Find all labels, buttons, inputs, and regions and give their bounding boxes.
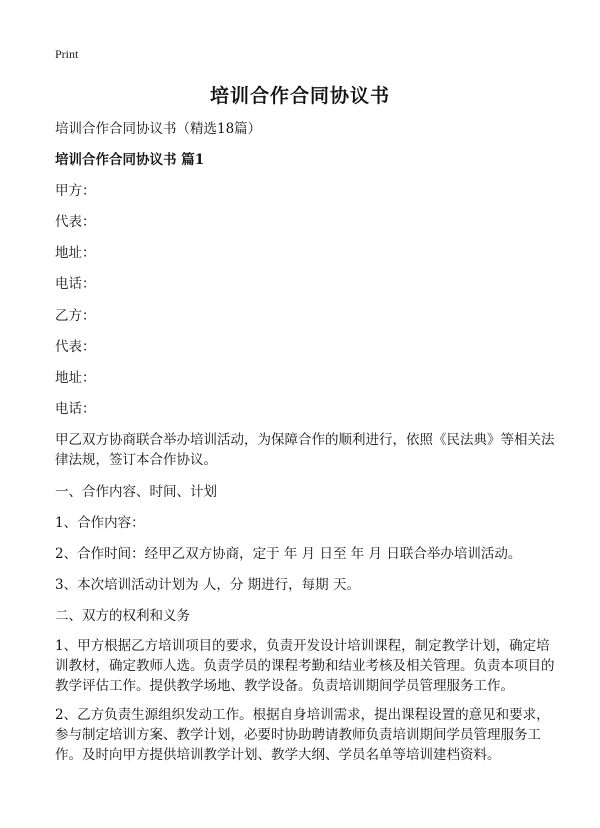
section-heading: 培训合作合同协议书 篇1 <box>55 152 205 168</box>
party-a-rep: 代表： <box>55 214 96 230</box>
party-a-label: 甲方： <box>55 183 96 199</box>
clause-2-heading: 二、双方的权利和义务 <box>55 608 190 624</box>
clause-1-item-1: 1、合作内容： <box>55 515 145 531</box>
party-a-address: 地址： <box>55 245 96 261</box>
document-subtitle: 培训合作合同协议书（精选18篇） <box>55 121 262 137</box>
clause-1-item-3: 3、本次培训活动计划为 人，分 期进行，每期 天。 <box>55 577 360 593</box>
print-label[interactable]: Print <box>55 47 79 61</box>
party-b-label: 乙方： <box>55 308 96 324</box>
party-a-phone: 电话： <box>55 276 96 292</box>
clause-2-item-2: 2、乙方负责生源组织发动工作。根据自身培训需求，提出课程设置的意见和要求，参与制定培训方案、教学计划，必要时协助聘请教师负责培训期间学员管理服务工作。及时向甲方提供培训教学计划、教学大纲、学员名单等培训建档资料。 <box>55 707 550 763</box>
party-b-phone: 电话： <box>55 401 96 417</box>
clause-1-heading: 一、合作内容、时间、计划 <box>55 484 217 500</box>
clause-1-item-2: 2、合作时间：经甲乙双方协商，定于 年 月 日至 年 月 日联合举办培训活动。 <box>55 546 522 562</box>
clause-2-item-1: 1、甲方根据乙方培训项目的要求，负责开发设计培训课程，制定教学计划，确定培训教材，确定教师人选。负责学员的课程考勤和结业考核及相关管理。负责本项目的教学评估工作。提供教学场地、教学设备。负责培训期间学员管理服务工作。 <box>55 638 555 694</box>
intro-paragraph: 甲乙双方协商联合举办培训活动，为保障合作的顺利进行，依照《民法典》等相关法律法规，签订本合作协议。 <box>55 432 555 468</box>
document-title: 培训合作合同协议书 <box>209 85 390 107</box>
party-b-rep: 代表： <box>55 339 96 355</box>
party-b-address: 地址： <box>55 370 96 386</box>
